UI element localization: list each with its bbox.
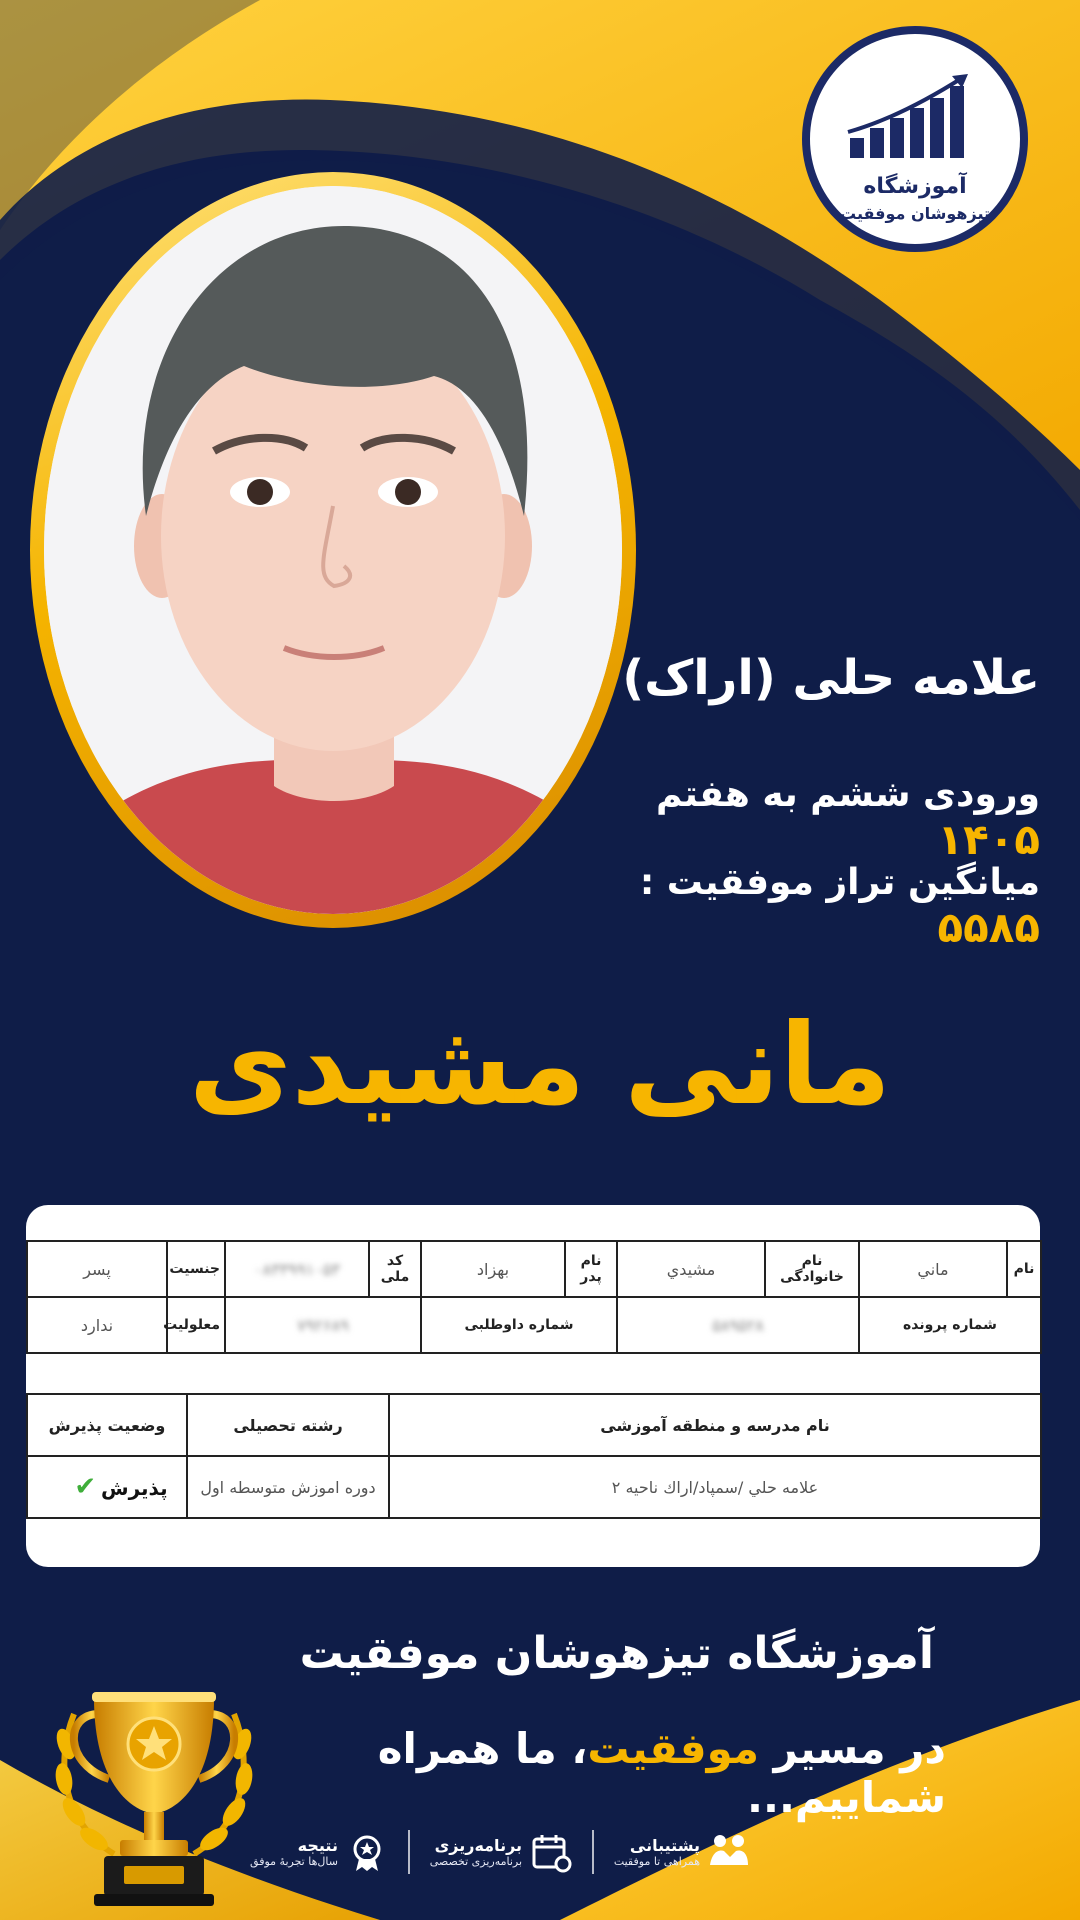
first-name-value: ماني	[859, 1241, 1007, 1297]
status-cell	[27, 1456, 187, 1518]
feature-divider	[408, 1830, 410, 1874]
table-row	[27, 1394, 1041, 1456]
slogan	[246, 1724, 946, 1822]
feature-support	[614, 1831, 750, 1873]
slogan-end: ، ما همراه شماییم...	[377, 1724, 946, 1822]
feature-result	[250, 1831, 388, 1873]
calendar-icon	[530, 1831, 572, 1873]
school-header: نام مدرسه و منطقه آموزشی	[389, 1394, 1041, 1456]
grade-year: ۱۴۰۵	[937, 815, 1040, 864]
acceptance-card	[26, 1205, 1040, 1567]
student-photo	[44, 186, 622, 914]
student-school: علامه حلی (اراک)	[622, 650, 1040, 706]
student-info-table	[26, 1240, 1042, 1354]
feature-title: برنامه‌ریزی	[434, 1836, 523, 1855]
father-value: بهزاد	[421, 1241, 565, 1297]
gender-value: پسر	[27, 1241, 167, 1297]
candidate-number-label: شماره داوطلبی	[421, 1297, 617, 1353]
logo-subtitle: تیزهوشان موفقیت	[840, 204, 990, 223]
score-line	[580, 862, 1040, 952]
family-value: مشيدي	[617, 1241, 765, 1297]
medal-icon	[346, 1831, 388, 1873]
school-value: علامه حلي /سمپاد/اراك ناحيه ۲	[389, 1456, 1041, 1518]
feature-subtitle: برنامه‌ریزی تخصصی	[429, 1855, 523, 1868]
national-id-label: کد ملی	[369, 1241, 421, 1297]
slogan-highlight: موفقیت	[587, 1724, 759, 1773]
admission-table	[26, 1393, 1042, 1519]
feature-planning	[430, 1831, 572, 1873]
growth-chart-icon	[844, 72, 984, 162]
national-id-value: ۰۸۳۳۹۹۱۰۵۳	[225, 1241, 369, 1297]
feature-title: نتیجه	[297, 1836, 338, 1855]
feature-subtitle: سال‌ها تجربهٔ موفق	[250, 1855, 338, 1868]
father-label: نام پدر	[565, 1241, 617, 1297]
grade-text: ورودی ششم به هفتم	[656, 774, 1040, 815]
logo-title: آموزشگاه	[863, 174, 967, 199]
field-value: دوره اموزش متوسطه اول	[187, 1456, 389, 1518]
file-number-value: ۵۸۹۵۲۸	[617, 1297, 859, 1353]
status-value: پذیرش	[100, 1476, 168, 1500]
grade-line	[600, 774, 1040, 864]
check-icon: ✔	[74, 1472, 97, 1502]
support-people-icon	[708, 1831, 750, 1873]
family-label: نام خانوادگی	[765, 1241, 859, 1297]
score-label: میانگین تراز موفقیت :	[639, 862, 1040, 903]
candidate-number-value: ۷۹۲۶۸۹	[225, 1297, 421, 1353]
feature-list	[250, 1822, 750, 1882]
table-row	[27, 1241, 1041, 1297]
institute-logo	[802, 26, 1028, 252]
table-row	[27, 1297, 1041, 1353]
student-name: مانی مشیدی	[188, 1000, 892, 1130]
gender-label: جنسیت	[167, 1241, 225, 1297]
file-number-label: شماره پرونده	[859, 1297, 1041, 1353]
first-name-label: نام	[1007, 1241, 1041, 1297]
disability-value: ندارد	[27, 1297, 167, 1353]
field-header: رشته تحصیلی	[187, 1394, 389, 1456]
slogan-start: در مسیر	[759, 1724, 946, 1773]
trophy-icon	[44, 1684, 264, 1914]
disability-label: معلولیت	[167, 1297, 225, 1353]
feature-title: پشتیبانی	[629, 1836, 700, 1855]
feature-divider	[592, 1830, 594, 1874]
feature-subtitle: همراهی تا موفقیت	[613, 1855, 700, 1868]
table-row	[27, 1456, 1041, 1518]
status-header: وضعیت پذیرش	[27, 1394, 187, 1456]
institute-name: آموزشگاه تیزهوشان موفقیت	[299, 1628, 934, 1679]
score-value: ۵۵۸۵	[937, 903, 1040, 952]
